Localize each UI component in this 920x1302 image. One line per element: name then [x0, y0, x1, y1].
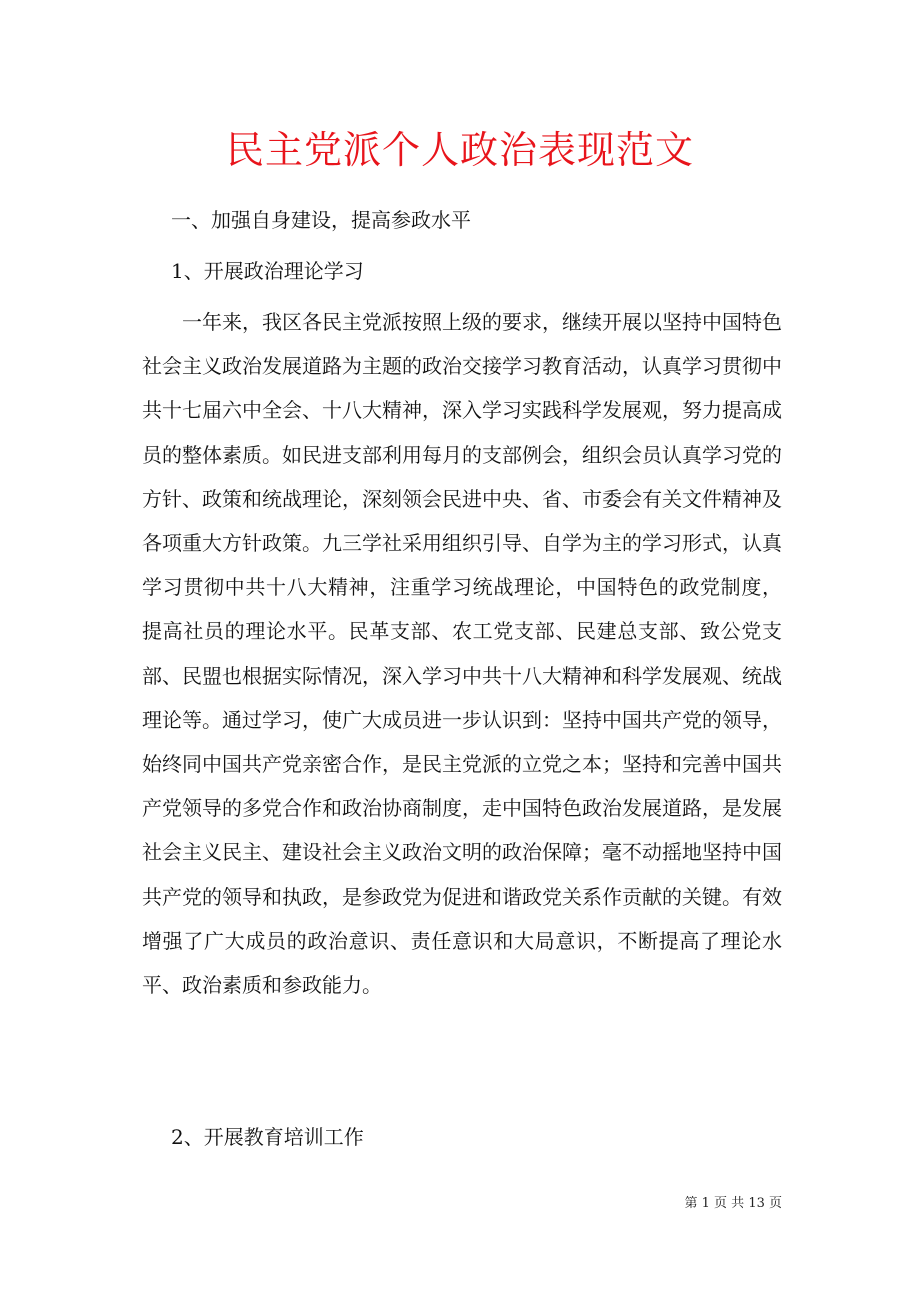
subheading-education-training: 2、开展教育培训工作: [171, 1125, 364, 1149]
body-paragraph: 一年来，我区各民主党派按照上级的要求，继续开展以坚持中国特色社会主义政治发展道路为主题的政治交接学习教育活动，认真学习贯彻中共十七届六中全会、十八大精神，深入学习实践科学发展观，努力提高成员的整体素质。如民进支部利用每月的支部例会，组织会员认真学习党的方针、政策和统战理论，深刻领会民进中央、省、市委会有关文件精神及各项重大方针政策。九三学社采用组织引导、自学为主的学习形式，认真学习贯彻中共十八大精神，注重学习统战理论，中国特色的政党制度， 提高社员的理论水平。民革支部、农工党支部、民建总支部、致公党支部、民盟也根据实际情况，深入学习中共十八大精神和科学发展观、统战理论等。通过学习，使广大成员进一步认识到：坚持中国共产党的领导，始终同中国共产党亲密合作，是民主党派的立党之本；坚持和完善中国共产党领导的多党合作和政治协商制度，走中国特色政治发展道路，是发展社会主义民主、建设社会主义政治文明的政治保障；毫不动摇地坚持中国共产党的领导和执政，是参政党为促进和谐政党关系作贡献的关键。有效增强了广大成员的政治意识、责任意识和大局意识，不断提高了理论水平、政治素质和参政能力。: [142, 310, 782, 998]
page-number-footer: 第 1 页 共 13 页: [684, 1196, 782, 1211]
section-heading: 一、加强自身建设，提高参政水平: [171, 208, 471, 232]
subheading-political-study: 1、开展政治理论学习: [171, 259, 364, 283]
document-title: 民主党派个人政治表现范文: [225, 128, 694, 172]
